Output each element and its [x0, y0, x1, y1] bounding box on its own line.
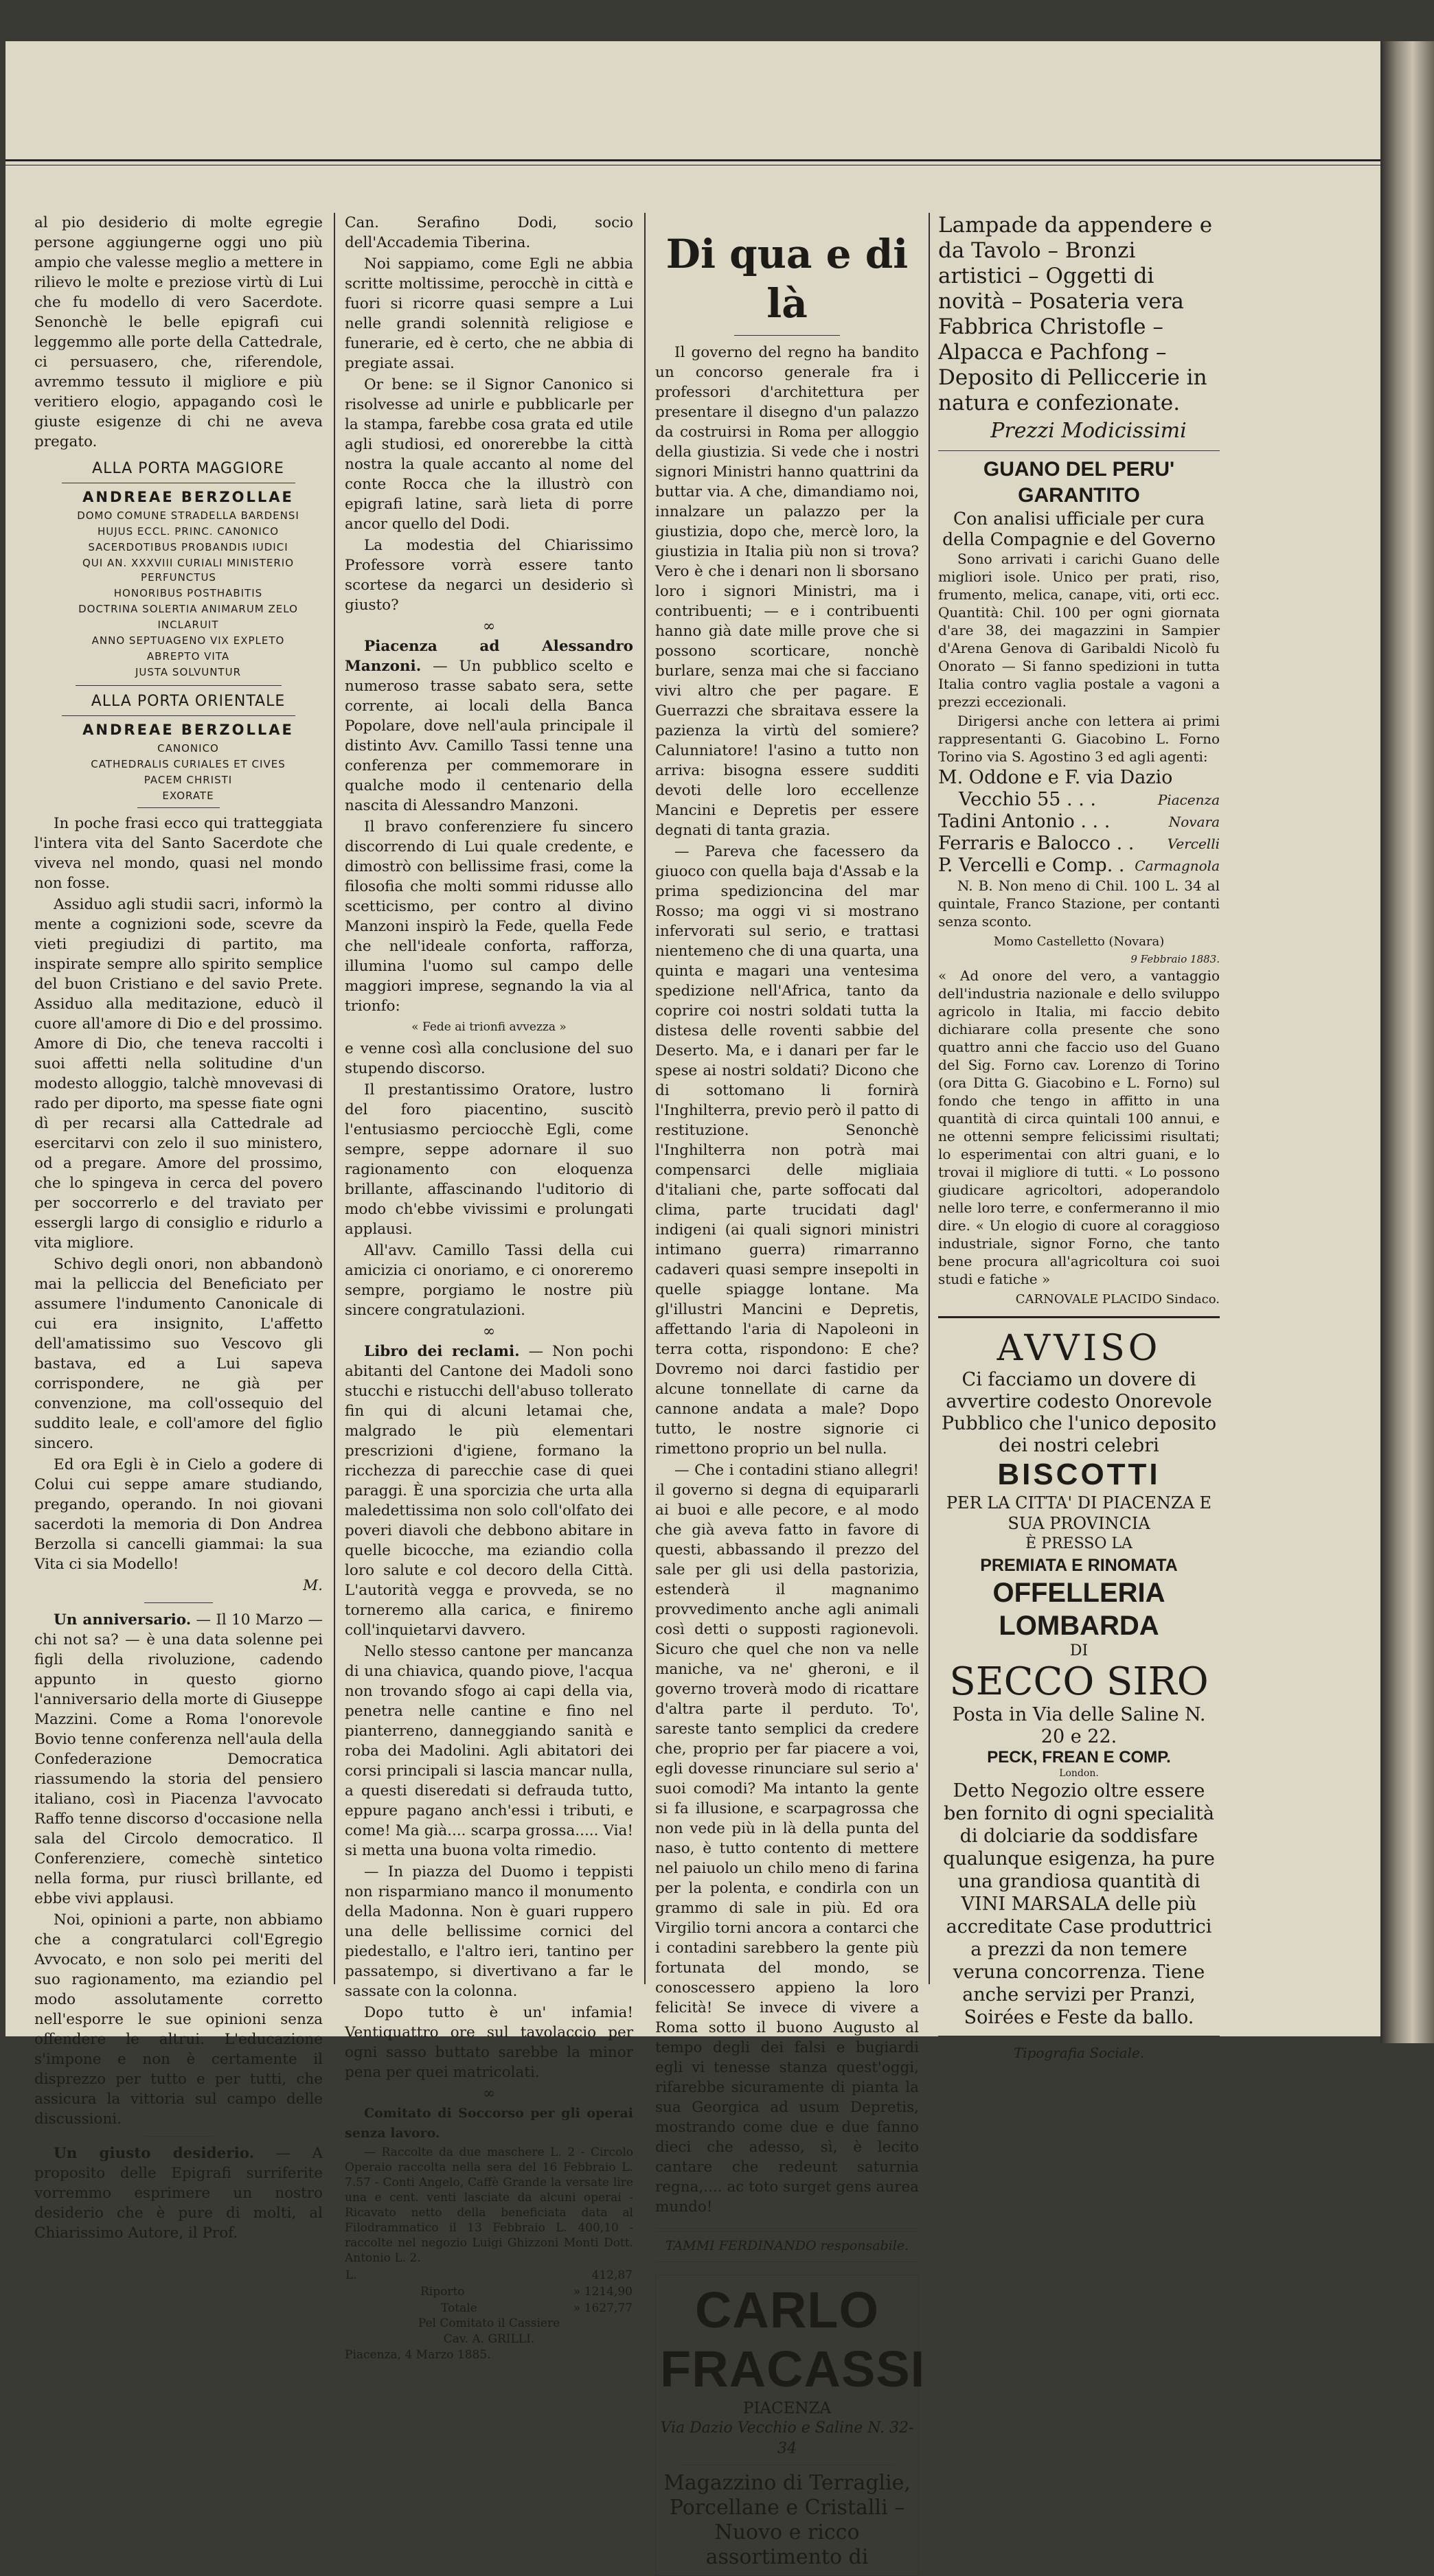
epigraph-2-line-1: CANONICO	[157, 742, 219, 755]
negozio-text: Detto Negozio oltre essere ben fornito di ogni specialità di dolciarie da soddisfare qualunque esigenza, ha pure una grandiosa quantità di VINI MARSALA delle più accreditate Case produttrici a prezzi da non temere veruna concorrenza. Tiene anche servizi per Pranzi, Soirées e Feste da ballo.	[943, 1780, 1215, 2028]
col1-giusto-desiderio	[34, 2143, 323, 2243]
col1-para-6: Noi, opinioni a parte, non abbiamo che a congratularci coll'Egregio Avvocato, e non solo pei meriti del suo ragionamento, ma eziandio pel modo assolutamente corretto nell'esporre le sue opinioni senza offendere le altrui. L'educazione s'impone e non è certamente il disprezzo per tutto e per tutti, che assicura la vittoria sul campo delle discussioni.	[34, 1911, 323, 2128]
totale-label: Totale	[441, 2301, 477, 2315]
column-3	[655, 213, 926, 2576]
col2-libro-reclami	[345, 1342, 633, 1640]
separator	[655, 2231, 919, 2232]
col1-para-4: Schivo degli onori, non abbandonò mai la pelliccia del Beneficiato per assumere l'indumento Canonicale di cui era insignito, L'affetto dell'amatissimo suo Vescovo gli bastava, ed a Lui sapeva corrispondere, ne già per convenzione, ma coll'ossequio del suddito leale, e coll'amore del figlio sincero.	[34, 1256, 323, 1452]
total-label-1: L.	[345, 2268, 357, 2282]
fracassi-address: Via Dazio Vecchio e Saline N. 32-34	[660, 2419, 914, 2457]
col2-comitato-text: — Raccolte da due maschere L. 2 - Circolo Operaio raccolta nella sera del 16 Febbraio L. 7.57 - Conti Angelo, Caffè Grande la versate lire una e cent. venti lasciate da alcuni operai - Ricavato netto della beneficiata data al Filodrammatico il 13 Febbraio L. 400,10 - raccolte nel negozio Luigi Ghizzoni Monti Dott. Antonio L. 2.	[345, 2146, 633, 2265]
agent-4-city: Carmagnola	[1135, 858, 1220, 874]
agent-1-name: M. Oddone e F. via Dazio	[938, 767, 1173, 788]
riporto-label: Riporto	[420, 2285, 465, 2299]
col3-para-1: Il governo del regno ha bandito un concorso generale fra i professori d'architettura per presentare il disegno d'un palazzo da costruirsi in Roma per alloggio della giustizia. Si vede che i nostri signori Ministri hanno quattrini da buttar via. A che, dimandiamo noi, innalzare un palazzo per la giustizia, dopo che, mercè loro, la giustizia in Italia più non si trova? Vero è che i denari non li sborsano loro i signori Ministri, ma i contribuenti; — e i contribuenti hanno già date mille prove che si possono scorticare, nonchè burlare, senza mai che si facciano vivi altro che per pagare. E Guerrazzi che sbraitava essere la pazienza la virtù del somiere? Calunniatore! l'asino a tutto non arriva: bisogna essere sudditi devoti delle loro eccellenze Mancini e Depretis per essere degnati di tanta grazia.	[655, 344, 919, 839]
col1-heading-porta-maggiore: ALLA PORTA MAGGIORE	[92, 460, 284, 477]
col2-quote: « Fede ai trionfi avvezza »	[411, 1020, 567, 1034]
di-line: DI	[1069, 1642, 1089, 1659]
col2-para-2: Noi sappiamo, come Egli ne abbia scritte moltissime, perocchè in città e fuori si ricorre quasi sempre a Lui nelle grandi solennità religiose e funerarie, ed è certo, che ne abbia di pregiate assai.	[345, 255, 633, 372]
newspaper-page	[5, 41, 1407, 2569]
piacenza-manzoni-heading: Piacenza ad Alessandro Manzoni.	[345, 638, 633, 675]
col2-comitato-heading: Comitato di Soccorso per gli operai senza lavoro.	[345, 2106, 633, 2141]
epigraph-1-line-5: HONORIBUS POSTHABITIS	[113, 587, 263, 599]
biscotti-title: BISCOTTI	[997, 1458, 1161, 1491]
fracassi-city: PIACENZA	[742, 2400, 832, 2417]
ornament: ∞	[482, 1323, 496, 1340]
di-qua-e-di-la-title: Di qua e di là	[665, 231, 909, 327]
piacenza-manzoni-text: — Un pubblico scelto e numeroso trasse sabato sera, sette corrente, ai locali della Banca Popolare, dove nell'aula principale il distinto Avv. Camillo Tassi tenne una conferenza per commemorare in qualche modo il centenario della nascita di Alessandro Manzoni.	[345, 658, 633, 814]
col2-para-3: Or bene: se il Signor Canonico si risolvesse ad unirle e pubblicarle per la stampa, farebbe cosa grata ed utile agli studiosi, ed onorerebbe la città nostra la quale accanto al nome del conte Rocca che la illustrò con epigrafi latine, sarà lieta di porre ancor quello del Dodi.	[345, 376, 633, 533]
riporto-value: » 1214,90	[573, 2285, 633, 2299]
col3-para-2: — Pareva che facessero da giuoco con quella baja d'Assab e la prima spedizioncina del mar Rosso; ma oggi vi si mostrano infervorati sul serio, e trattasi nientemeno che di una quarta, una quinta e magari una ventesima spedizione nell'Africa, tanto da coprire coi nostri soldati tutta la distesa delle roventi sabbie del Deserto. Ma, e i danari per far le spese ai nostri soldati? Dicono che di sottomano li fornirà l'Inghilterra, previo però il patto di restituzione. Senonchè l'Inghilterra non potrà mai compensarci delle migliaia d'italiani che, parte soffocati dal clima, parte trucidati dagl' indigeni (ai quali signori ministri intimano guerra) rimarranno cadaveri quasi sempre insepolti in quelle spiagge lontane. Ma gl'illustri Mancini e Depretis, affettando l'aria di Napoleoni in terra cotta, rispondono: E che? Dovremo noi darci fastidio per alcune tonnellate di carne da cannone andata a male? Dopo tutto, le nostre signorie ci rimettono proprio un bel nulla.	[655, 843, 919, 1458]
separator	[734, 335, 840, 336]
col2-para-1: Can. Serafino Dodi, socio dell'Accademia Tiberina.	[345, 214, 633, 251]
column-4	[938, 213, 1220, 2063]
guano-nb: N. B. Non meno di Chil. 100 L. 34 al quintale, Franco Stazione, per contanti senza sconto.	[938, 877, 1220, 930]
guano-location: Momo Castelletto (Novara)	[993, 934, 1165, 949]
col2-comitato-sign-1: Pel Comitato il Cassiere	[418, 2316, 560, 2330]
agent-3-city: Vercelli	[1167, 836, 1220, 852]
avviso-text: Ci facciamo un dovere di avvertire codesto Onorevole Pubblico che l'unico deposito dei nostri celebri	[941, 1369, 1217, 1456]
separator	[938, 450, 1220, 451]
epigraph-2-line-4: EXORATE	[162, 790, 214, 802]
col2-para-8: All'avv. Camillo Tassi della cui amicizia ci onoriamo, e ci onoreremo sempre, porgiamo le nostre più sincere congratulazioni.	[345, 1242, 633, 1319]
col1-para-2: In poche frasi ecco qui tratteggiata l'intera vita del Santo Sacerdote che viveva nel mondo, quasi nel mondo non fosse.	[34, 815, 323, 892]
responsabile-line: TAMMI FERDINANDO responsabile.	[665, 2238, 909, 2253]
column-divider-1	[334, 213, 335, 1984]
separator	[144, 1602, 213, 1603]
epigraph-1-line-6: DOCTRINA SOLERTIA ANIMARUM ZELO	[78, 603, 298, 615]
separator	[655, 2228, 919, 2229]
col2-piacenza-manzoni	[345, 636, 633, 816]
libro-reclami-text: — Non pochi abitanti del Cantone dei Madoli sono stucchi e ristucchi dell'abuso tollerato fin qui di alcuni letamai che, malgrado le più elementari prescrizioni d'igiene, formano la ricchezza di parecchie case di quei paraggi. È una sporcizia che urta alla maledettissima non solo coll'olfato dei poveri diavoli che debbono abitare in quelle bicocche, ma eziandio colla loro salute e col decoro della Città. L'autorità vegga e provveda, se no torneremo alla carica, e finiremo coll'inquietarvi davvero.	[345, 1343, 633, 1639]
lampade-ad: Lampade da appendere e da Tavolo – Bronzi artistici – Oggetti di novità – Posateria vera Fabbrica Christofle – Alpacca e Pachfong – Deposito di Pelliccerie in natura e confezionate.	[938, 213, 1213, 415]
giusto-desiderio-heading: Un giusto desiderio.	[54, 2145, 255, 2162]
column-1	[34, 213, 323, 2244]
epigraph-1-line-9: ABREPTO VITA	[146, 650, 230, 663]
premiata-line: PREMIATA E RINOMATA	[980, 1556, 1178, 1575]
col1-para-5: Ed ora Egli è in Cielo a godere di Colui cui seppe amare studiando, pregando, operando. In noi giovani sacerdoti la memoria di Don Andrea Berzolla si cancelli giammai: la sua Vita ci sia Modello!	[34, 1456, 323, 1573]
fracassi-desc: Magazzino di Terraglie, Porcellane e Cristalli – Nuovo e ricco assortimento di	[663, 2471, 911, 2569]
col2-para-9: Nello stesso cantone per mancanza di una chiavica, quando piove, l'acqua non trovando sfogo ai capi della via, penetra nelle cantine e fino nel pianterreno, danneggiando sanità e roba dei Madolini. Agli abitatori dei corsi principali si lascia mancar nulla, a questi diseredati si defrauda tutto, eppure pagano anch'essi i tributi, e come! Ma già.... scarpa grossa..... Via! si metta una buona volta rimedio.	[345, 1643, 633, 1859]
col1-heading-porta-orientale: ALLA PORTA ORIENTALE	[91, 693, 286, 710]
comitato-totals	[345, 2267, 633, 2316]
separator	[144, 2136, 213, 2137]
col2-comitato-sign-2: Cav. A. GRILLI.	[443, 2332, 535, 2346]
epigraph-1-line-10: JUSTA SOLVUNTUR	[135, 666, 241, 678]
prezzi-line: Prezzi Modicissimi	[990, 419, 1187, 443]
separator	[62, 715, 295, 716]
agent-2-city: Novara	[1168, 814, 1220, 830]
secco-siro-title: SECCO SIRO	[949, 1659, 1209, 1704]
epigraph-1-line-7: INCLARUIT	[157, 619, 219, 631]
secco-address: Posta in Via delle Saline N. 20 e 22.	[952, 1704, 1206, 1747]
col2-para-6: e venne così alla conclusione del suo stupendo discorso.	[345, 1040, 633, 1077]
col2-para-10: — In piazza del Duomo i teppisti non risparmiano manco il monumento della Madonna. Non è guari ruppero una delle bellissime cornici del piedestallo, e l'altro ieri, tantino per passatempo, si divertivano a far le sassate con la colonna.	[345, 1863, 633, 2000]
guano-subtitle: Con analisi ufficiale per cura della Compagnie e del Governo	[942, 509, 1216, 549]
agent-3-name: Ferraris e Balocco . .	[938, 833, 1135, 854]
separator	[938, 1316, 1220, 1318]
epigraph-1-line-3: SACERDOTIBUS PROBANDIS IUDICI	[88, 541, 288, 553]
fracassi-name: CARLO FRACASSI	[660, 2281, 926, 2397]
agent-1-name-cont: Vecchio 55 . . .	[959, 789, 1096, 810]
biscotti-sub: PER LA CITTA' DI PIACENZA E SUA PROVINCIA	[946, 1493, 1212, 1533]
col2-para-11: Dopo tutto è un' infamia! Ventiquattro ore sul tavolaccio per ogni sasso buttato sarebbe la minor pena per quei matricolati.	[345, 2004, 633, 2081]
top-rule	[5, 159, 1407, 161]
peck-frean: PECK, FREAN E COMP.	[987, 1748, 1171, 1767]
col1-para-3: Assiduo agli studii sacri, informò la mente a cognizioni sode, scevre da vieti pregiudizi di partito, ma inspirate sempre allo spirito semplice del buon Cristiano e del savio Prete. Assiduo alla meditazione, educò il cuore all'amore di Dio e del prossimo. Amore di Dio, che teneva raccolti i suoi affetti nella solitudine d'un modesto alloggio, talchè mnovevasi di rado per diporto, ma spesse fiate ogni dì per recarsi alla Cattedrale ad esercitarvi con zelo il suo ministero, od a pregare. Amore del prossimo, che lo spingeva in cerca del povero per soccorrerlo e del traviato per essergli largo di consiglio e ridurlo a vita migliore.	[34, 896, 323, 1252]
total-value-1: 412,87	[591, 2268, 633, 2282]
epigraph-1-line-8: ANNO SEPTUAGENO VIX EXPLETO	[91, 634, 285, 647]
ornament: ∞	[482, 2085, 496, 2102]
epigraph-1-title: ANDREAE BERZOLLAE	[82, 489, 294, 505]
epigraph-2-line-3: PACEM CHRISTI	[144, 774, 233, 786]
tipografia-line: Tipografia Sociale.	[1013, 2045, 1145, 2061]
fracassi-ad	[655, 2275, 926, 2576]
anniversario-text: — Il 10 Marzo — chi not sa? — è una data solenne pei figli della rivoluzione, cadendo appunto in questo giorno l'anniversario della morte di Giuseppe Mazzini. Come a Roma l'onorevole Bovio tenne conferenza nell'aula della Confederazione Democratica riassumendo la storia del pensiero italiano, così in Piacenza l'avvocato Raffo tenne discorso d'occasione nella sala del Circolo democratico. Il Conferenziere, comechè sintetico nella forma, pur riuscì brillante, ed ebbe vivi applausi.	[34, 1611, 323, 1907]
epigraph-2-title: ANDREAE BERZOLLAE	[82, 722, 294, 738]
agent-1-city: Piacenza	[1157, 792, 1220, 808]
col1-para-1: al pio desiderio di molte egregie persone aggiungerne oggi uno più ampio che valesse meglio a mettere in rilievo le molte e preziose virtù di Lui che fu modello di vero Sacerdote. Senonchè le belle epigrafi cui leggemmo alle porte della Cattedrale, ci persuasero, che, riferendole, avremmo tessuto il migliore e più veritiero elogio, appagando così le giuste esigenze di chi ne aveva pregato.	[34, 214, 323, 450]
guano-testimonial: « Ad onore del vero, a vantaggio dell'industria nazionale e dello sviluppo agricolo in Italia, mi faccio debito dichiarare colla presente che sono quattro anni che faccio uso del Guano del Sig. Forno cav. Lorenzo di Torino (ora Ditta G. Giacobino e L. Forno) sul fondo che tengo in affitto in una quantità di circa quintali 100 annui, e ne ottenni sempre felicissimi risultati; lo esperimentai con altri guani, e lo trovai il migliore di tutti. « Lo possono giudicare agricoltori, adoperandolo nelle loro terre, e confermeranno il mio dire. « Un elogio di cuore al coraggioso industriale, signor Forno, che tanto bene procura all'agricoltura coi suoi studi e fatiche »	[938, 967, 1220, 1287]
agents-list	[938, 767, 1220, 877]
col2-date: Piacenza, 4 Marzo 1885.	[345, 2348, 491, 2362]
offelleria-title: OFFELLERIA LOMBARDA	[992, 1578, 1165, 1641]
column-2	[345, 213, 633, 2364]
guano-signature: CARNOVALE PLACIDO Sindaco.	[1015, 1292, 1220, 1307]
separator	[137, 807, 220, 808]
col1-signature: M.	[303, 1577, 323, 1594]
guano-para-1: Sono arrivati i carichi Guano delle migliori isole. Unico per prati, riso, frumento, melica, canape, viti, orti ecc. Quantità: Chil. 100 per ogni giornata d'are 38, dei magazzini in Sampier d'Arena Genova di Garibaldi Nicolò fu Onorato — Si fanno spedizioni in tutta Italia contro vaglia postale a vagoni a prezzi eccezionali.	[938, 551, 1220, 710]
agent-2-name: Tadini Antonio . . .	[938, 811, 1111, 832]
guano-para-2: Dirigersi anche con lettera ai primi rappresentanti G. Giacobino L. Forno Torino via S. Agostino 3 ed agli agenti:	[938, 713, 1220, 765]
col1-anniversario	[34, 1610, 323, 1909]
column-divider-3	[929, 213, 930, 1984]
epigraph-1-line-1: DOMO COMUNE STRADELLA BARDENSI	[77, 509, 299, 522]
epigraph-2-line-2: CATHEDRALIS CURIALES ET CIVES	[91, 758, 286, 770]
guano-date: 9 Febbraio 1883.	[1130, 953, 1220, 965]
guano-title: GUANO DEL PERU' GARANTITO	[983, 458, 1175, 507]
london-line: London.	[1059, 1768, 1099, 1779]
col2-para-7: Il prestantissimo Oratore, lustro del foro piacentino, suscitò l'entusiasmo perciocchè Egli, come sempre, seppe adornare il suo ragionamento con eloquenza brillante, affascinando l'uditorio di modo ch'ebbe vivissimi e prolungati applausi.	[345, 1081, 633, 1238]
separator	[76, 685, 282, 686]
ornament: ∞	[482, 618, 496, 635]
anniversario-heading: Un anniversario.	[54, 1611, 192, 1629]
col2-para-5: Il bravo conferenziere fu sincero discorrendo di Lui quale credente, e dimostrò con bellissime frasi, come la filosofia che molti sommi ridusse allo scetticismo, per contro al divino Manzoni inspirò la Fede, quella Fede che nell'ideale conforta, rafforza, illumina l'uomo sul campo delle maggiori imprese, segnando la via al trionfo:	[345, 818, 633, 1015]
avviso-title: AVVISO	[997, 1328, 1161, 1369]
libro-reclami-heading: Libro dei reclami.	[364, 1343, 520, 1360]
col2-para-4: La modestia del Chiarissimo Professore vorrà essere tanto scortese da negarci un desiderio sì giusto?	[345, 537, 633, 614]
presso-line: È PRESSO LA	[1025, 1535, 1133, 1552]
book-binding	[1380, 41, 1434, 2043]
epigraph-1-line-2: HUJUS ECCL. PRINC. CANONICO	[97, 525, 280, 538]
col3-para-3: — Che i contadini stiano allegri! il governo si degna di equipararli ai buoi e alle pecore, e al modo che già aveva fatto in favore di questi, abbassando il prezzo del sale per gli usi della pastorizia, estenderà il magnanimo provvedimento anche agli animali così detti o supposti ragionevoli. Sicuro che quel che non va nelle maniche, va ne' gheroni, e il governo troverà modo di ricattare d'altra parte il perduto. To', sareste tanto semplici da credere che, proprio per far piacere a voi, egli dovesse rinunciare sul serio a' suoi comodi? Ma intanto la gente si fa illusione, e scarpagrossa che non vede più in là della punta del naso, è tutto contento di mettere nel paiuolo un chilo meno di farina per la polenta, e condirla con un grammo di sale in più. Ed ora Virgilio torni ancora a contarci che i contadini sarebbero la gente più fortunata del mondo, se conoscessero appieno la loro felicità! Se invece di vivere a Roma sotto il buono Augusto al tempo degli dei falsi e bugiardi egli vi tenesse stanza quest'oggi, rifarebbe sicuramente di pianta la sua Georgica ad usum Depretis, mostrando come due e due fanno dieci che adesso, sì, è lecito cantare che redeunt saturnia regna,.... ac toto surget gens aurea mundo!	[655, 1462, 919, 2216]
epigraph-1-line-4: QUI AN. XXXVIII CURIALI MINISTERIO PERFUNCTUS	[82, 557, 295, 584]
giusto-desiderio-text: — A proposito delle Epigrafi surriferite vorremmo esprimere un nostro desiderio che è pure di molti, al Chiarissimo Autore, il Prof.	[34, 2145, 323, 2242]
totale-value: » 1627,77	[573, 2301, 633, 2315]
column-divider-2	[644, 213, 646, 1984]
agent-4-name: P. Vercelli e Comp. .	[938, 855, 1125, 876]
